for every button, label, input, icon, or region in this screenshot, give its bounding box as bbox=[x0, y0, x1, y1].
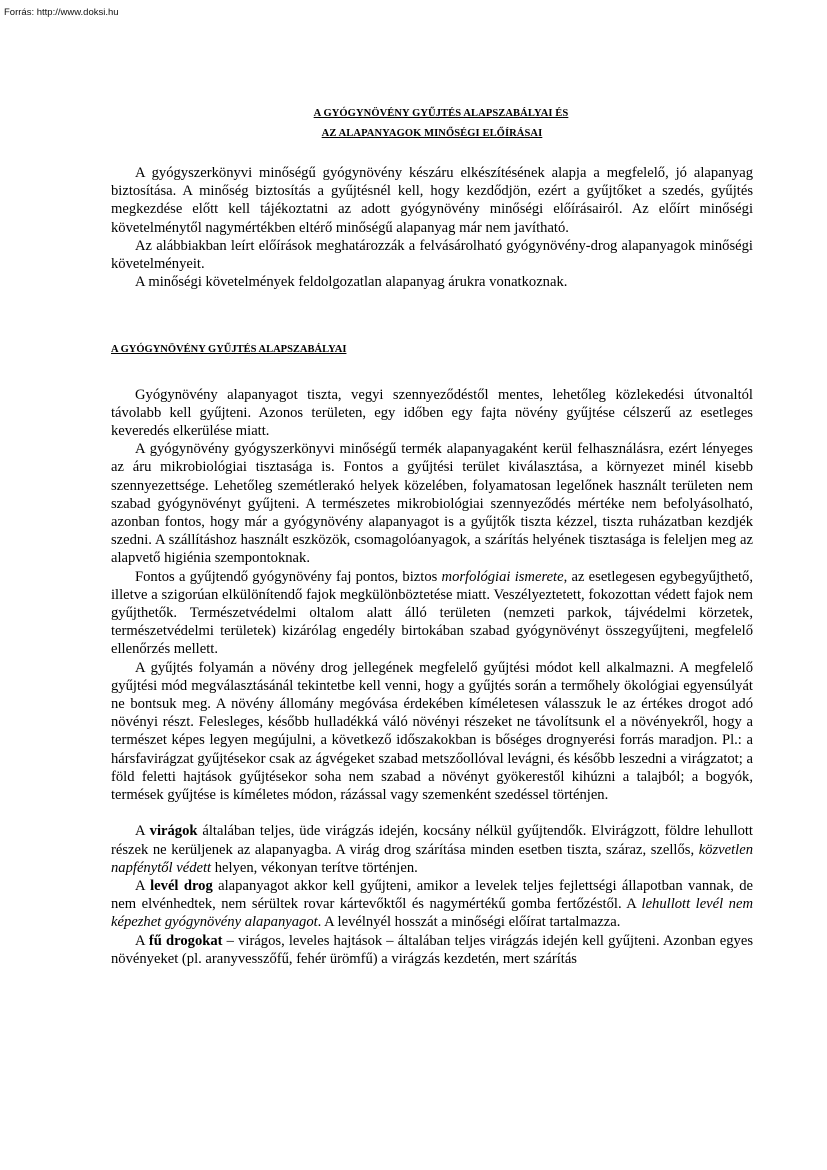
bold-leaf-drug: levél drog bbox=[150, 877, 213, 894]
italic-sunlight: közvetlen napfénytől védett bbox=[111, 841, 753, 876]
italic-fallen-leaf: lehullott levél nem képezhet gyógynövény alapanyagot bbox=[111, 896, 753, 931]
section-paragraph-3: Fontos a gyűjtendő gyógynövény faj pontos, biztos morfológiai ismerete, az esetlegesen egybegyűjthető, illetve a szigorúan elkülönítendő fajok megkülönböztetése miatt. Veszélyeztetett, fokozottan védett fajok nem gyűjthetők. Természetvédelmi oltalom alatt álló területen (nemzeti parkok, tájvédelmi körzetek, természetvédelmi területek) kizárólag engedély birtokában szabad gyógynövényt összegyűjteni, megfelelő ellenőrzés mellett. bbox=[111, 568, 753, 658]
title-line-2: AZ ALAPANYAGOK MINŐSÉGI ELŐÍRÁSAI bbox=[321, 128, 543, 139]
italic-morphology: morfológiai ismerete bbox=[441, 568, 564, 585]
section-heading: A GYÓGYNÖVÉNY GYŰJTÉS ALAPSZABÁLYAI bbox=[111, 344, 347, 356]
intro-paragraph-2: Az alábbiakban leírt előírások meghatározzák a felvásárolható gyógynövény-drog alapanyagok minőségi követelményeit. bbox=[111, 237, 753, 273]
intro-paragraph-1: A gyógyszerkönyvi minőségű gyógynövény készáru elkészítésének alapja a megfelelő, jó alapanyag biztosítása. A minőség biztosítás a gyűjtésnél kell, hogy kezdődjön, ezért a gyűjtőket a szedés, gyűjtés megkezdése előtt kell tájékoztatni az adott gyógynövény minőségi előírásairól. Az előírt minőségi követelménytől nagymértékben eltérő minőségű alapanyag már nem javítható. bbox=[111, 165, 753, 236]
document-title bbox=[111, 104, 753, 144]
section-paragraph-4: A gyűjtés folyamán a növény drog jellegének megfelelő gyűjtési módot kell alkalmazni. A megfelelő gyűjtési mód megválasztásánál tekintetbe kell venni, hogy a gyűjtés során a termőhely ökológiai egyensúlyát ne bontsuk meg. A növény állomány megóvása érdekében kíméletesen válasszuk le az értékes drogot adó növényi részt. Felesleges, később hulladékká váló növényi részeket ne távolítsunk el a növényekről, hogy a természet képes legyen megújulni, a következő időszakokban is bőséges drognyerési forrás maradjon. Pl.: a hársfavirágzat gyűjtésekor csak az ágvégeket szabad metszőollóval levágni, és később leszedni a virágzatot; a föld feletti hajtások gyűjtésekor soha nem szabad a növényt gyökerestől kihúzni a talajból; a bogyók, termések gyűjtése is kíméletes módon, rázással vagy szemenként szedéssel történjen. bbox=[111, 659, 753, 804]
section-paragraph-herbs: A fű drogokat – virágos, leveles hajtások – általában teljes virágzás idején kell gyűjteni. Azonban egyes növényeket (pl. aranyvesszőfű, fehér ürömfű) a virágzás kezdetén, mert szárítás bbox=[111, 932, 753, 967]
section-paragraph-leaves: A levél drog alapanyagot akkor kell gyűjteni, amikor a levelek teljes fejlettségi állapotban vannak, de nem elvénhedtek, nem sérültek rovar kártevőktől és nagymértékű gomba fertőzéstől. A lehullott levél nem képezhet gyógynövény alapanyagot. A levélnyél hosszát a minőségi előírat tartalmazza. bbox=[111, 877, 753, 931]
document-page bbox=[111, 104, 753, 968]
section-paragraph-flowers: A virágok általában teljes, üde virágzás idején, kocsány nélkül gyűjtendők. Elvirágzott, földre lehullott részek ne kerüljenek az alapanyagba. A virág drog szárítása minden esetben tiszta, száraz, szellős, közvetlen napfénytől védett helyen, vékonyan terítve történjen. bbox=[111, 823, 753, 876]
section-paragraph-1: Gyógynövény alapanyagot tiszta, vegyi szennyeződéstől mentes, lehetőleg közlekedési útvonaltól távolabb kell gyűjteni. Azonos területen, egy időben egy fajta növény gyűjtése célszerű az esetleges keveredés elkerülése miatt. bbox=[111, 386, 753, 440]
intro-paragraph-3: A minőségi követelmények feldolgozatlan alapanyag árukra vonatkoznak. bbox=[135, 274, 568, 291]
title-line-1: A GYÓGYNÖVÉNY GYŰJTÉS ALAPSZABÁLYAI ÉS bbox=[313, 108, 569, 119]
section-paragraph-2: A gyógynövény gyógyszerkönyvi minőségű termék alapanyagaként kerül felhasználásra, ezért lényeges az áru mikrobiológiai tisztasága is. Fontos a gyűjtési terület kiválasztása, a környezet minél kisebb szennyezettsége. Lehetőleg szemétlerakó helyek közelében, folyamatosan legelőnek használt területen nem szabad gyógynövényt gyűjteni. A természetes mikrobiológiai szennyeződés mértéke nem befolyásolható, azonban fontos, hogy már a gyógynövény alapanyagot is a gyűjtők tiszta kézzel, tiszta ruházatban kezdjék szedni. A szállításhoz használt eszközök, csomagolóanyagok, a szárítás helyének tisztasága is feleljen meg az alapvető higiénia szempontoknak. bbox=[111, 441, 753, 567]
bold-herb-drugs: fű drogokat bbox=[148, 932, 223, 949]
source-label: Forrás: http://www.doksi.hu bbox=[4, 7, 119, 18]
bold-flowers: virágok bbox=[149, 823, 198, 840]
